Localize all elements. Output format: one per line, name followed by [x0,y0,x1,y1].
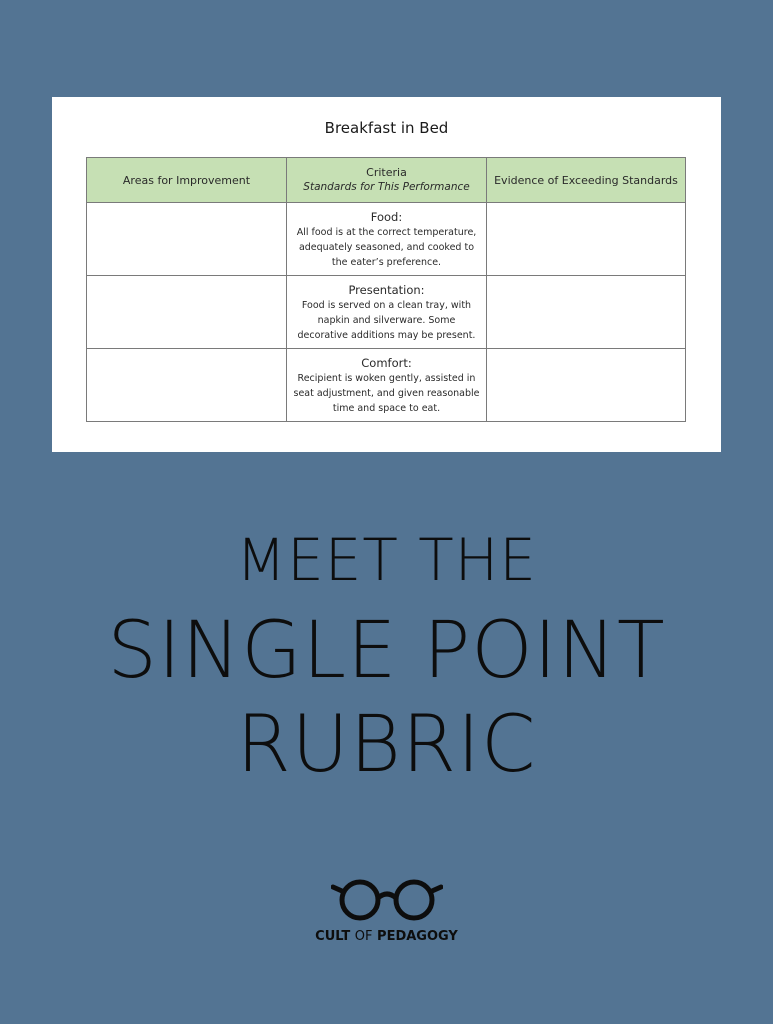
evidence-cell [487,276,686,349]
rubric-table [86,157,686,422]
table-row [87,276,686,349]
header-evidence-exceeding: Evidence of Exceeding Standards [487,158,686,203]
evidence-cell [487,349,686,422]
brand-wordmark [0,929,773,944]
header-criteria [287,158,487,203]
headline-line-2: SINGLE POINT [107,606,666,696]
glasses-icon [331,877,443,923]
criterion-description: Recipient is woken gently, assisted in seat adjustment, and given reasonable time and space to eat. [293,372,480,414]
criterion-description: All food is at the correct temperature, adequately seasoned, and cooked to the eater’s preference. [296,226,477,268]
headline-line-3: RUBRIC [236,700,537,790]
criterion-cell [287,203,487,276]
improvement-cell [87,349,287,422]
improvement-cell [87,203,287,276]
criterion-title: Comfort: [361,355,412,370]
criterion-description: Food is served on a clean tray, with napkin and silverware. Some decorative additions may be present. [297,299,476,341]
headline-line-1: MEET THE [236,526,537,594]
header-criteria-subtitle: Standards for This Performance [303,181,470,193]
rubric-card [52,97,721,452]
header-areas-for-improvement: Areas for Improvement [87,158,287,203]
evidence-cell [487,203,686,276]
criterion-cell [287,276,487,349]
rubric-title: Breakfast in Bed [324,119,449,137]
criterion-cell [287,349,487,422]
table-row [87,203,686,276]
criterion-title: Food: [370,209,403,224]
header-criteria-label: Criteria [366,166,407,179]
table-row [87,349,686,422]
brand-word-of: OF [354,929,373,944]
rubric-header-row [87,158,686,203]
brand-word-pedagogy: PEDAGOGY [377,929,458,944]
brand-logo [0,877,773,944]
improvement-cell [87,276,287,349]
brand-word-cult: CULT [315,929,351,944]
criterion-title: Presentation: [348,282,425,297]
